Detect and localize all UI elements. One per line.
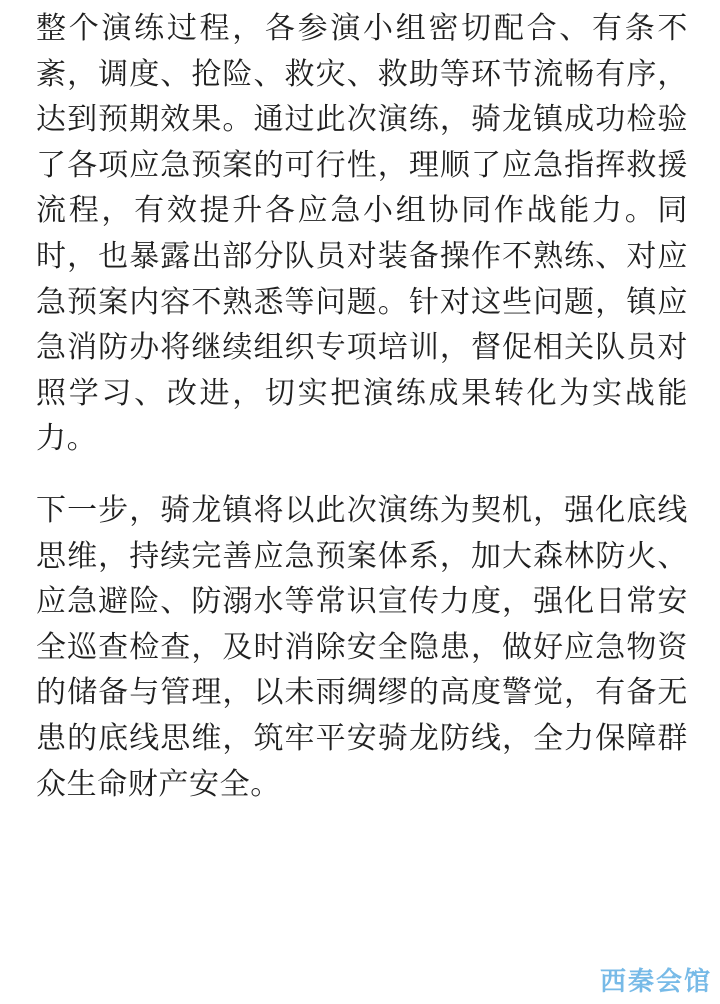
paragraph-next-steps: 下一步，骑龙镇将以此次演练为契机，强化底线思维，持续完善应急预案体系，加大森林防火、应急避险、防溺水等常识宣传力度，强化日常安全巡查检查，及时消除安全隐患，做好应急物资的储备与管理，以未雨绸缪的高度警觉，有备无患的底线思维，筑牢平安骑龙防线，全力保障群众生命财产安全。: [36, 492, 688, 802]
site-watermark: 西秦会馆: [599, 967, 712, 997]
article-body: [36, 6, 688, 807]
paragraph-drill-summary: 整个演练过程，各参演小组密切配合、有条不紊，调度、抢险、救灾、救助等环节流畅有序，达到预期效果。通过此次演练，骑龙镇成功检验了各项应急预案的可行性，理顺了应急指挥救援流程，有效提升各应急小组协同作战能力。同时，也暴露出部分队员对装备操作不熟练、对应急预案内容不熟悉等问题。针对这些问题，镇应急消防办将继续组织专项培训，督促相关队员对照学习、改进，切实把演练成果转化为实战能力。: [36, 11, 688, 457]
